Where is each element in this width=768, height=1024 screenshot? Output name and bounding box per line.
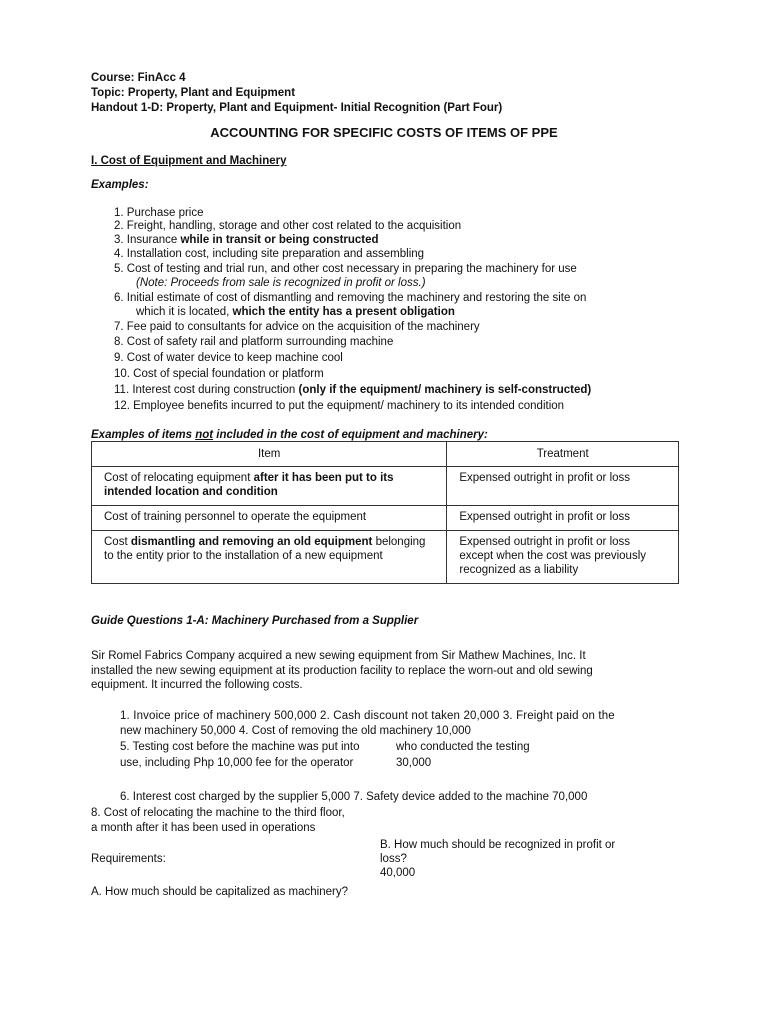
cost-line: 1. Invoice price of machinery 500,000 2. Cash discount not taken 20,000 3. Freight paid on the	[120, 710, 615, 722]
cost-line: 8. Cost of relocating the machine to the third floor,	[91, 807, 345, 819]
table-header-item: Item	[92, 442, 447, 467]
topic-line: Topic: Property, Plant and Equipment	[91, 87, 296, 99]
cost-line: new machinery 50,000 4. Cost of removing the old machinery 10,000	[120, 725, 471, 737]
guide-heading: Guide Questions 1-A: Machinery Purchased from a Supplier	[91, 615, 419, 627]
guide-paragraph-line: equipment. It incurred the following costs.	[91, 679, 303, 691]
list-item: 11. Interest cost during construction (only if the equipment/ machinery is self-constructed)	[114, 384, 592, 396]
table-cell-item: Cost dismantling and removing an old equipment belonging to the entity prior to the installation of a new equipment	[92, 531, 447, 584]
cost-line: use, including Php 10,000 fee for the operator	[120, 757, 354, 769]
cost-line: who conducted the testing	[396, 741, 530, 753]
list-item: 1. Purchase price	[114, 207, 204, 219]
requirement-a: A. How much should be capitalized as machinery?	[91, 886, 348, 898]
list-item: 6. Initial estimate of cost of dismantling and removing the machinery and restoring the site on	[114, 292, 587, 304]
page-title: ACCOUNTING FOR SPECIFIC COSTS OF ITEMS OF PPE	[210, 125, 558, 140]
guide-paragraph-line: Sir Romel Fabrics Company acquired a new sewing equipment from Sir Mathew Machines, Inc. It	[91, 650, 586, 662]
cost-line: 5. Testing cost before the machine was put into	[120, 741, 360, 753]
requirement-b-answer: 40,000	[380, 867, 416, 879]
list-item: 12. Employee benefits incurred to put the equipment/ machinery to its intended condition	[114, 400, 565, 412]
cost-value: 30,000	[396, 757, 432, 769]
list-item: 5. Cost of testing and trial run, and other cost necessary in preparing the machinery for use	[114, 263, 577, 275]
requirement-b: B. How much should be recognized in profit or	[380, 839, 616, 851]
table-header-treatment: Treatment	[447, 442, 679, 467]
examples-label: Examples:	[91, 179, 149, 191]
list-item: 8. Cost of safety rail and platform surrounding machine	[114, 336, 394, 348]
table-cell-treatment: Expensed outright in profit or loss except when the cost was previously recognized as a liability	[447, 531, 679, 584]
not-included-label: Examples of items not included in the cost of equipment and machinery:	[91, 429, 488, 441]
list-item: 4. Installation cost, including site preparation and assembling	[114, 248, 425, 260]
list-item: 10. Cost of special foundation or platform	[114, 368, 324, 380]
list-item-note: (Note: Proceeds from sale is recognized in profit or loss.)	[136, 277, 426, 289]
list-item: 2. Freight, handling, storage and other cost related to the acquisition	[114, 220, 462, 232]
list-item: 9. Cost of water device to keep machine cool	[114, 352, 343, 364]
not-included-table	[91, 441, 679, 584]
list-item: 7. Fee paid to consultants for advice on the acquisition of the machinery	[114, 321, 480, 333]
requirements-label: Requirements:	[91, 853, 166, 865]
table-cell-treatment: Expensed outright in profit or loss	[447, 506, 679, 531]
table-row	[92, 531, 679, 584]
list-item: 3. Insurance while in transit or being constructed	[114, 234, 379, 246]
table-cell-item: Cost of training personnel to operate the equipment	[92, 506, 447, 531]
table-row	[92, 506, 679, 531]
handout-line: Handout 1-D: Property, Plant and Equipment- Initial Recognition (Part Four)	[91, 102, 503, 114]
table-cell-treatment: Expensed outright in profit or loss	[447, 467, 679, 506]
table-header-row	[92, 442, 679, 467]
requirement-b-cont: loss?	[380, 853, 407, 865]
table-cell-item: Cost of relocating equipment after it has been put to its intended location and condition	[92, 467, 447, 506]
section-heading: I. Cost of Equipment and Machinery	[91, 155, 287, 167]
course-line: Course: FinAcc 4	[91, 72, 186, 84]
guide-paragraph-line: installed the new sewing equipment at its production facility to replace the worn-out and old sewing	[91, 665, 593, 677]
list-item-continuation: which it is located, which the entity has a present obligation	[136, 306, 455, 318]
cost-line: a month after it has been used in operations	[91, 822, 316, 834]
table-row	[92, 467, 679, 506]
cost-line: 6. Interest cost charged by the supplier 5,000 7. Safety device added to the machine 70,000	[120, 791, 588, 803]
